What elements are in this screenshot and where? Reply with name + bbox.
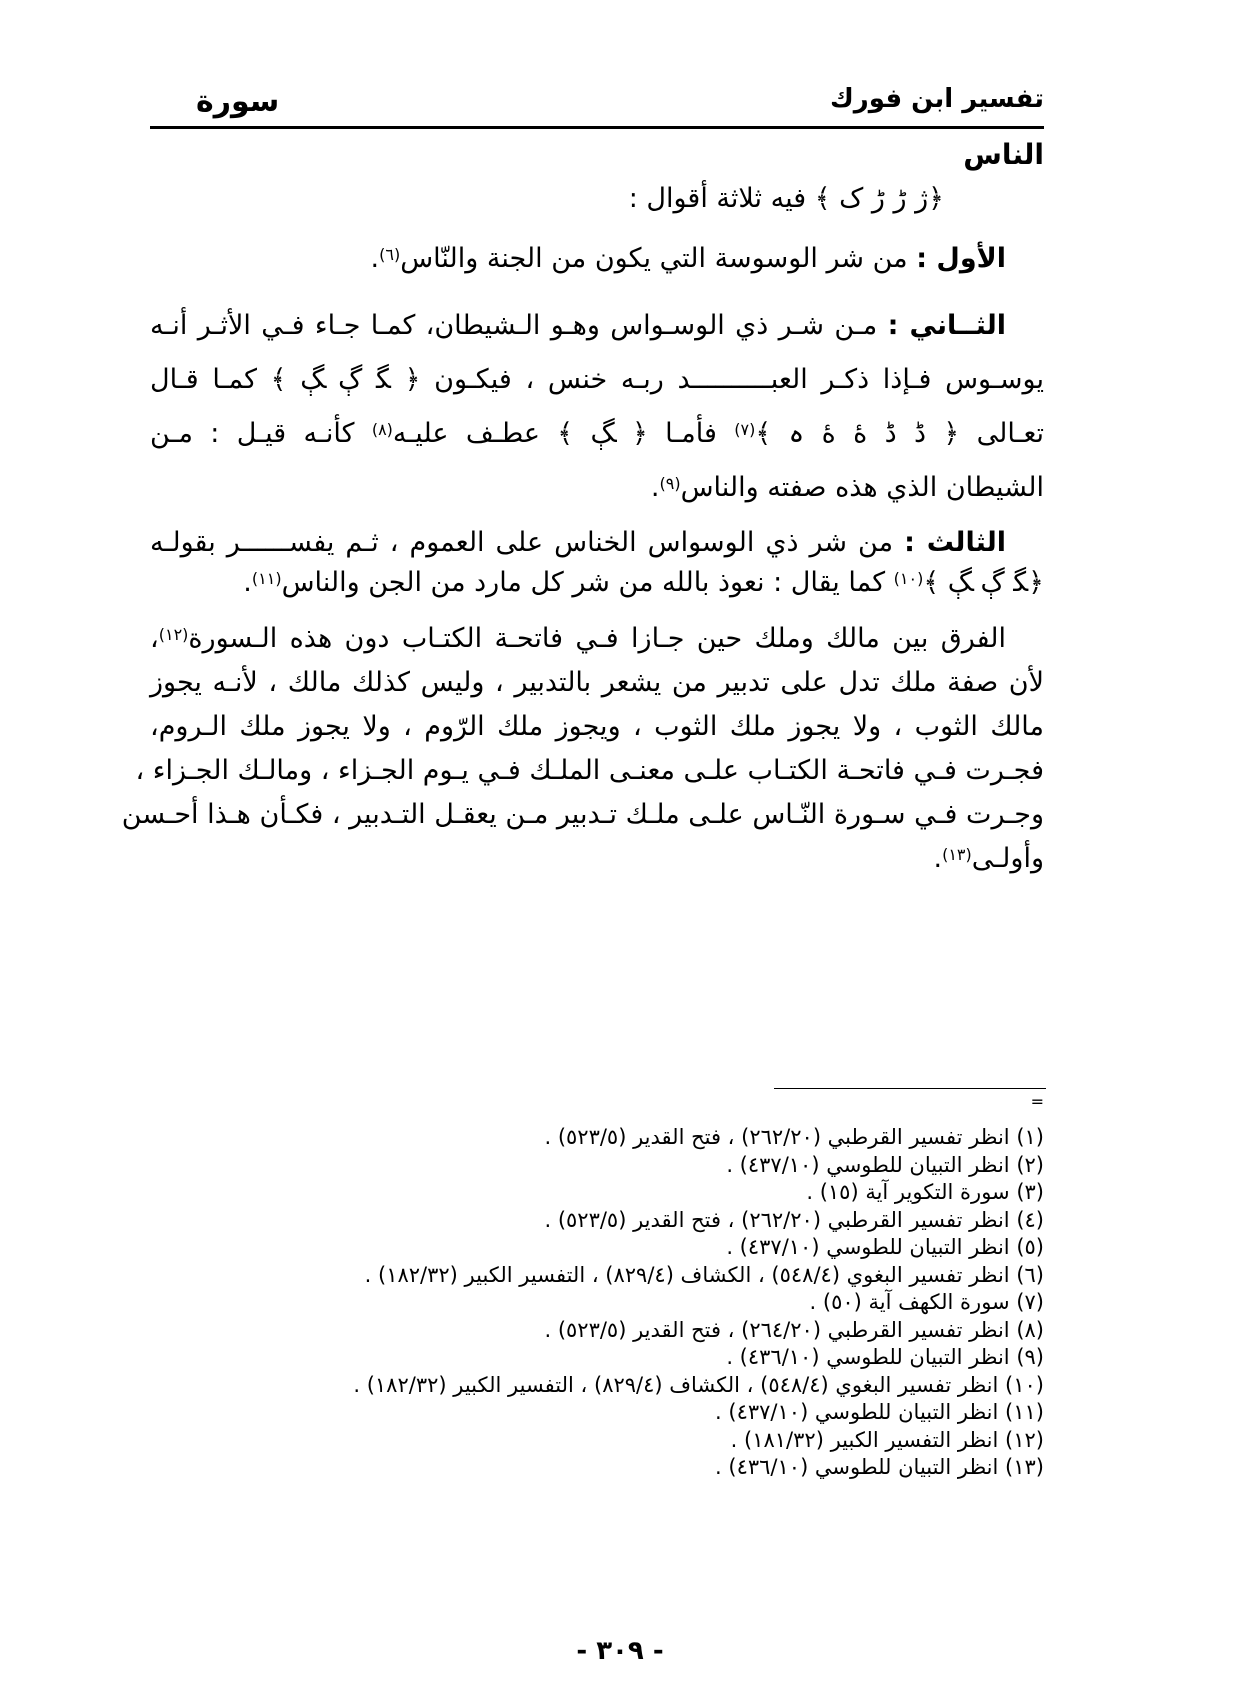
header-rule [150, 126, 1044, 129]
footnote-item: (٦) انظر تفسير البغوي (٥٤٨/٤) ، الكشاف (٨٢٩/٤) ، التفسير الكبير (١٨٢/٣٢) . [364, 1262, 1044, 1287]
footnote-ref: (١١) [251, 569, 282, 588]
footnote-item: (٢) انظر التبيان للطوسي (٤٣٧/١٠) . [726, 1152, 1044, 1177]
text-line: ﴿ﮕ ﮖ ﮗ ﴾$^{(١٠)}$ كما يقال : نعوذ بالله من شر كل مارد من الجن والناس$^{(١١)}$. [243, 567, 1044, 598]
footnote-item: (١) انظر تفسير القرطبي (٢٦٢/٢٠) ، فتح القدير (٥٢٣/٥) . [544, 1125, 1044, 1149]
footnote-item: (٨) انظر تفسير القرطبي (٢٦٤/٢٠) ، فتح القدير (٥٢٣/٥) . [544, 1317, 1044, 1342]
paragraph-fourth [121, 617, 1044, 881]
body-text [121, 135, 1044, 881]
footnote-ref: (٧) [734, 420, 756, 439]
text-line: لأن صفة ملك تدل على تدبير من يشعر بالتدبير ، وليس كذلك مالك ، لأنـه يجوز [150, 667, 1044, 698]
page-number: - ٣٠٩ - [576, 1636, 664, 1666]
footnote-item: (١٣) انظر التبيان للطوسي (٤٣٦/١٠) . [715, 1455, 1044, 1479]
paragraph-second [150, 299, 1044, 515]
footnote-item: (٩) انظر التبيان للطوسي (٤٣٦/١٠) . [726, 1345, 1044, 1369]
footnote-continuation-mark: = [1030, 1092, 1044, 1111]
paragraph-first: الأول : من شر الوسوسة التي يكون من الجنة والنّاس$^{(٦)}$. [370, 243, 1006, 274]
footnote-item: (٤) انظر تفسير القرطبي (٢٦٢/٢٠) ، فتح القدير (٥٢٣/٥) . [544, 1207, 1044, 1232]
footnote-ref: (١٢) [158, 625, 189, 644]
footnote-item: (٣) سورة التكوير آية (١٥) . [806, 1180, 1044, 1204]
footnote-separator [774, 1088, 1046, 1089]
text-line: الشيطان الذي هذه صفته والناس$^{(٩)}$. [650, 472, 1044, 503]
footnote-item: (١١) انظر التبيان للطوسي (٤٣٧/١٠) . [715, 1400, 1044, 1424]
footnote-item: (٥) انظر التبيان للطوسي (٤٣٧/١٠) . [726, 1235, 1044, 1259]
text-line: الفرق بين مالك وملك حين جـازا فـي فاتحـة الكتـاب دون هذه الـسورة$^{(١٢)}$، [150, 623, 1006, 654]
third-label: الثالث : [904, 527, 1006, 558]
second-label: الثــاني : [887, 310, 1006, 341]
text-line: وأولـى$^{(١٣)}$. [933, 843, 1044, 874]
footnote-ref: (٩) [659, 474, 681, 493]
footnote-item: (٧) سورة الكهف آية (٥٠) . [809, 1290, 1044, 1314]
verse-intro [150, 175, 1044, 223]
text-line: تعـالى ﴿ ڈ ڈ ۀ ۀ ہ ﴾$^{(٧)}$ فأمـا ﴿ ﮗ ﴾ عطـف عليـه$^{(٨)}$ كأنـه قيـل : مـن [150, 418, 1044, 449]
first-text: من شر الوسوسة التي يكون من الجنة والنّاس [400, 243, 917, 274]
text-line: الثالث : من شر ذي الوسواس الخناس على العموم ، ثـم يفســــــر بقولـه [150, 527, 1006, 558]
section-label: سورة [196, 84, 280, 119]
verse-intro-text: فيه ثلاثة أقوال : [628, 183, 815, 214]
text-line: فجـرت فـي فاتحـة الكتـاب علـى معنـى الملـك فـي يـوم الجـزاء ، ومالـك الجـزاء ، [135, 755, 1044, 786]
footnote-item: (١٠) انظر تفسير البغوي (٥٤٨/٤) ، الكشاف (٨٢٩/٤) ، التفسير الكبير (١٨٢/٣٢) . [353, 1372, 1044, 1397]
footnote-ref: (٦) [379, 245, 401, 264]
footnotes-list [353, 1124, 1044, 1482]
footnote-ref: (٨) [371, 420, 393, 439]
text-line: مالك الثوب ، ولا يجوز ملك الثوب ، ويجوز ملك الرّوم ، ولا يجوز ملك الـروم، [150, 711, 1044, 742]
text-line: الثــاني : مـن شـر ذي الوسـواس وهـو الـشيطان، كمـا جـاء فـي الأثـر أنـه [150, 310, 1006, 341]
footnote-item: (١٢) انظر التفسير الكبير (١٨١/٣٢) . [730, 1427, 1044, 1452]
text-line: يوسـوس فـإذا ذكـر العبــــــــــد ربـه خنس ، فيكـون ﴿ ﮕ ﮖ ﮗ ﴾ كمـا قـال [150, 364, 1044, 395]
paragraph-third [150, 523, 1044, 603]
quran-verse-glyphs: ﴿ژ ڑ ڑ ک ﴾ [814, 183, 944, 214]
text-line: وجـرت فـي سـورة النّـاس علـى ملـك تـدبير مـن يعقـل التـدبير ، فكـأن هـذا أحـسن [121, 799, 1044, 830]
footnote-ref: (١٣) [942, 845, 972, 864]
surah-name: الناس [963, 138, 1044, 171]
footnote-ref: (١٠) [893, 569, 924, 588]
first-label: الأول : [916, 243, 1006, 274]
book-title: تفسير ابن فورك [829, 84, 1044, 114]
